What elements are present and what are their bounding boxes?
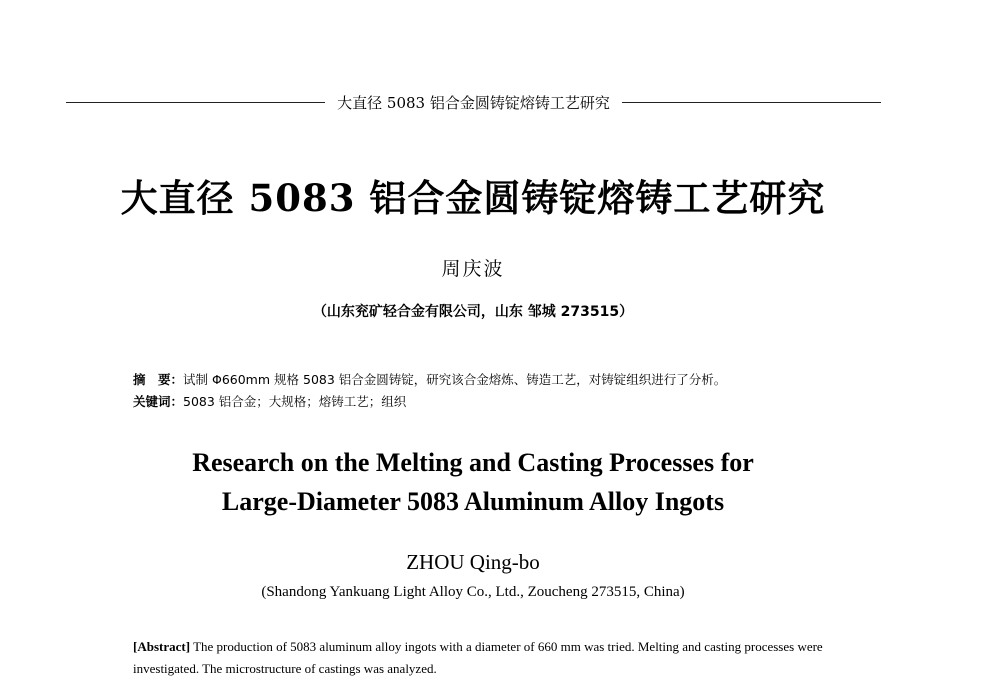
abstract-cn-block [133, 369, 893, 413]
abstract-cn-text: 试制 Φ660mm 规格 5083 铝合金圆铸锭，研究该合金熔炼、铸造工艺，对铸锭组织进行了分析。 [183, 372, 727, 387]
running-header-text: 大直径 5083 铝合金圆铸锭熔铸工艺研究 [337, 93, 610, 112]
title-en-line1: Research on the Melting and Casting Processes for [192, 448, 754, 477]
header-rule-right [622, 102, 881, 103]
keywords-cn-text: 5083 铝合金；大规格；熔铸工艺；组织 [183, 394, 407, 409]
title-en [0, 443, 946, 521]
affiliation-en: (Shandong Yankuang Light Alloy Co., Ltd., Zoucheng 273515, China) [261, 584, 685, 600]
abstract-cn [133, 369, 893, 391]
abstract-cn-label: 摘 要： [133, 372, 184, 387]
abstract-en-label: [Abstract] [133, 639, 191, 654]
keywords-cn [133, 391, 893, 413]
header-rule-left [66, 102, 325, 103]
abstract-en [133, 636, 853, 680]
title-cn: 大直径 5083 铝合金圆铸锭熔铸工艺研究 [120, 176, 826, 220]
affiliation-cn: （山东兖矿轻合金有限公司，山东 邹城 273515） [312, 304, 634, 320]
author-cn: 周庆波 [441, 258, 505, 280]
author-en: ZHOU Qing-bo [406, 550, 540, 574]
title-en-line2: Large-Diameter 5083 Aluminum Alloy Ingots [221, 487, 725, 516]
keywords-cn-label: 关键词： [133, 394, 184, 409]
abstract-en-text: The production of 5083 aluminum alloy ingots with a diameter of 660 mm was tried. Melting and casting processes were investigated. The microstructure of castings was analyzed. [133, 639, 823, 676]
running-header [66, 91, 881, 113]
